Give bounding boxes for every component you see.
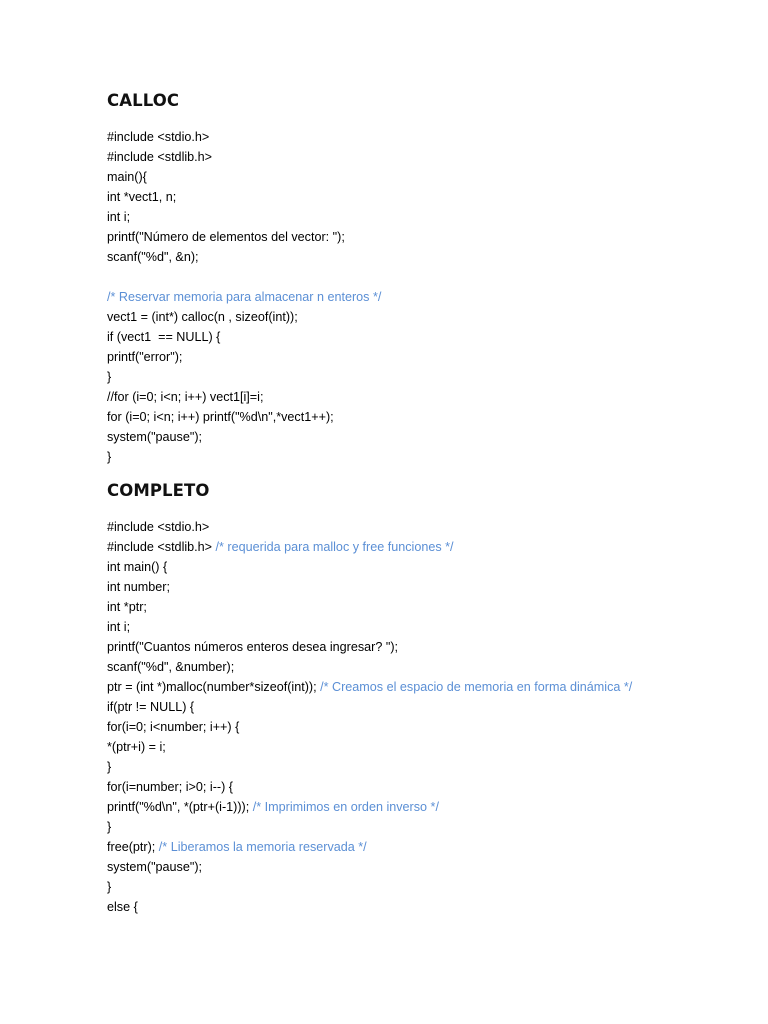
code-text: for(i=number; i>0; i--) { <box>107 780 233 794</box>
code-text: ptr = (int *)malloc(number*sizeof(int)); <box>107 680 321 694</box>
code-text: *(ptr+i) = i; <box>107 740 166 754</box>
code-comment: /* Liberamos la memoria reservada */ <box>158 840 367 854</box>
code-comment: /* Creamos el espacio de memoria en forma dinámica */ <box>320 680 633 694</box>
code-line <box>107 347 381 367</box>
code-line <box>107 207 381 227</box>
code-text: scanf("%d", &n); <box>107 250 199 264</box>
code-text: } <box>107 880 112 894</box>
code-text: int i; <box>107 620 131 634</box>
code-text: vect1 = (int*) calloc(n , sizeof(int)); <box>107 310 298 324</box>
code-text: #include <stdio.h> <box>107 520 210 534</box>
code-text: int number; <box>107 580 170 594</box>
code-line <box>107 127 381 147</box>
code-line <box>107 307 381 327</box>
code-text: printf("Número de elementos del vector: "); <box>107 230 345 244</box>
code-line <box>107 617 632 637</box>
code-line <box>107 657 632 677</box>
code-text: printf("error"); <box>107 350 183 364</box>
code-comment: /* requerida para malloc y free funciones */ <box>215 540 454 554</box>
code-line <box>107 227 381 247</box>
code-text: else { <box>107 900 138 914</box>
code-line <box>107 247 381 267</box>
code-line <box>107 777 632 797</box>
code-text: int i; <box>107 210 131 224</box>
code-line <box>107 737 632 757</box>
code-text: //for (i=0; i<n; i++) vect1[i]=i; <box>107 390 264 404</box>
code-text: free(ptr); <box>107 840 159 854</box>
code-text: scanf("%d", &number); <box>107 660 235 674</box>
code-line <box>107 837 632 857</box>
code-text: int *ptr; <box>107 600 147 614</box>
code-text: if (vect1 == NULL) { <box>107 330 221 344</box>
code-comment: /* Imprimimos en orden inverso */ <box>252 800 439 814</box>
code-line <box>107 597 632 617</box>
code-line <box>107 637 632 657</box>
code-line <box>107 407 381 427</box>
code-line <box>107 267 381 287</box>
code-line <box>107 367 381 387</box>
code-text: #include <stdlib.h> <box>107 540 216 554</box>
code-line <box>107 557 632 577</box>
code-comment: /* Reservar memoria para almacenar n enteros */ <box>107 290 382 304</box>
code-text: printf("%d\n", *(ptr+(i-1))); <box>107 800 253 814</box>
section-title-calloc: CALLOC <box>107 91 180 110</box>
code-text: for (i=0; i<n; i++) printf("%d\n",*vect1++); <box>107 410 334 424</box>
code-line <box>107 897 632 917</box>
code-text: system("pause"); <box>107 860 203 874</box>
code-line <box>107 167 381 187</box>
code-line <box>107 857 632 877</box>
code-text: for(i=0; i<number; i++) { <box>107 720 240 734</box>
code-line <box>107 517 632 537</box>
code-line <box>107 427 381 447</box>
code-line <box>107 147 381 167</box>
code-line <box>107 537 632 557</box>
code-text: int *vect1, n; <box>107 190 177 204</box>
code-line <box>107 817 632 837</box>
code-line <box>107 577 632 597</box>
code-text: #include <stdlib.h> <box>107 150 213 164</box>
code-line <box>107 677 632 697</box>
code-line <box>107 757 632 777</box>
code-line <box>107 697 632 717</box>
code-text: printf("Cuantos números enteros desea ingresar? "); <box>107 640 399 654</box>
code-line <box>107 287 381 307</box>
code-line <box>107 877 632 897</box>
code-line <box>107 717 632 737</box>
code-text: } <box>107 820 112 834</box>
code-text: } <box>107 760 112 774</box>
code-text: system("pause"); <box>107 430 203 444</box>
code-text: if(ptr != NULL) { <box>107 700 195 714</box>
code-line <box>107 387 381 407</box>
code-text: #include <stdio.h> <box>107 130 210 144</box>
code-line <box>107 797 632 817</box>
code-block-calloc <box>107 127 381 467</box>
code-text: } <box>107 450 112 464</box>
code-line <box>107 187 381 207</box>
code-text: main(){ <box>107 170 147 184</box>
code-text: } <box>107 370 112 384</box>
section-title-completo: COMPLETO <box>107 481 210 500</box>
code-block-completo <box>107 517 632 917</box>
code-text: int main() { <box>107 560 168 574</box>
code-line <box>107 327 381 347</box>
code-line <box>107 447 381 467</box>
